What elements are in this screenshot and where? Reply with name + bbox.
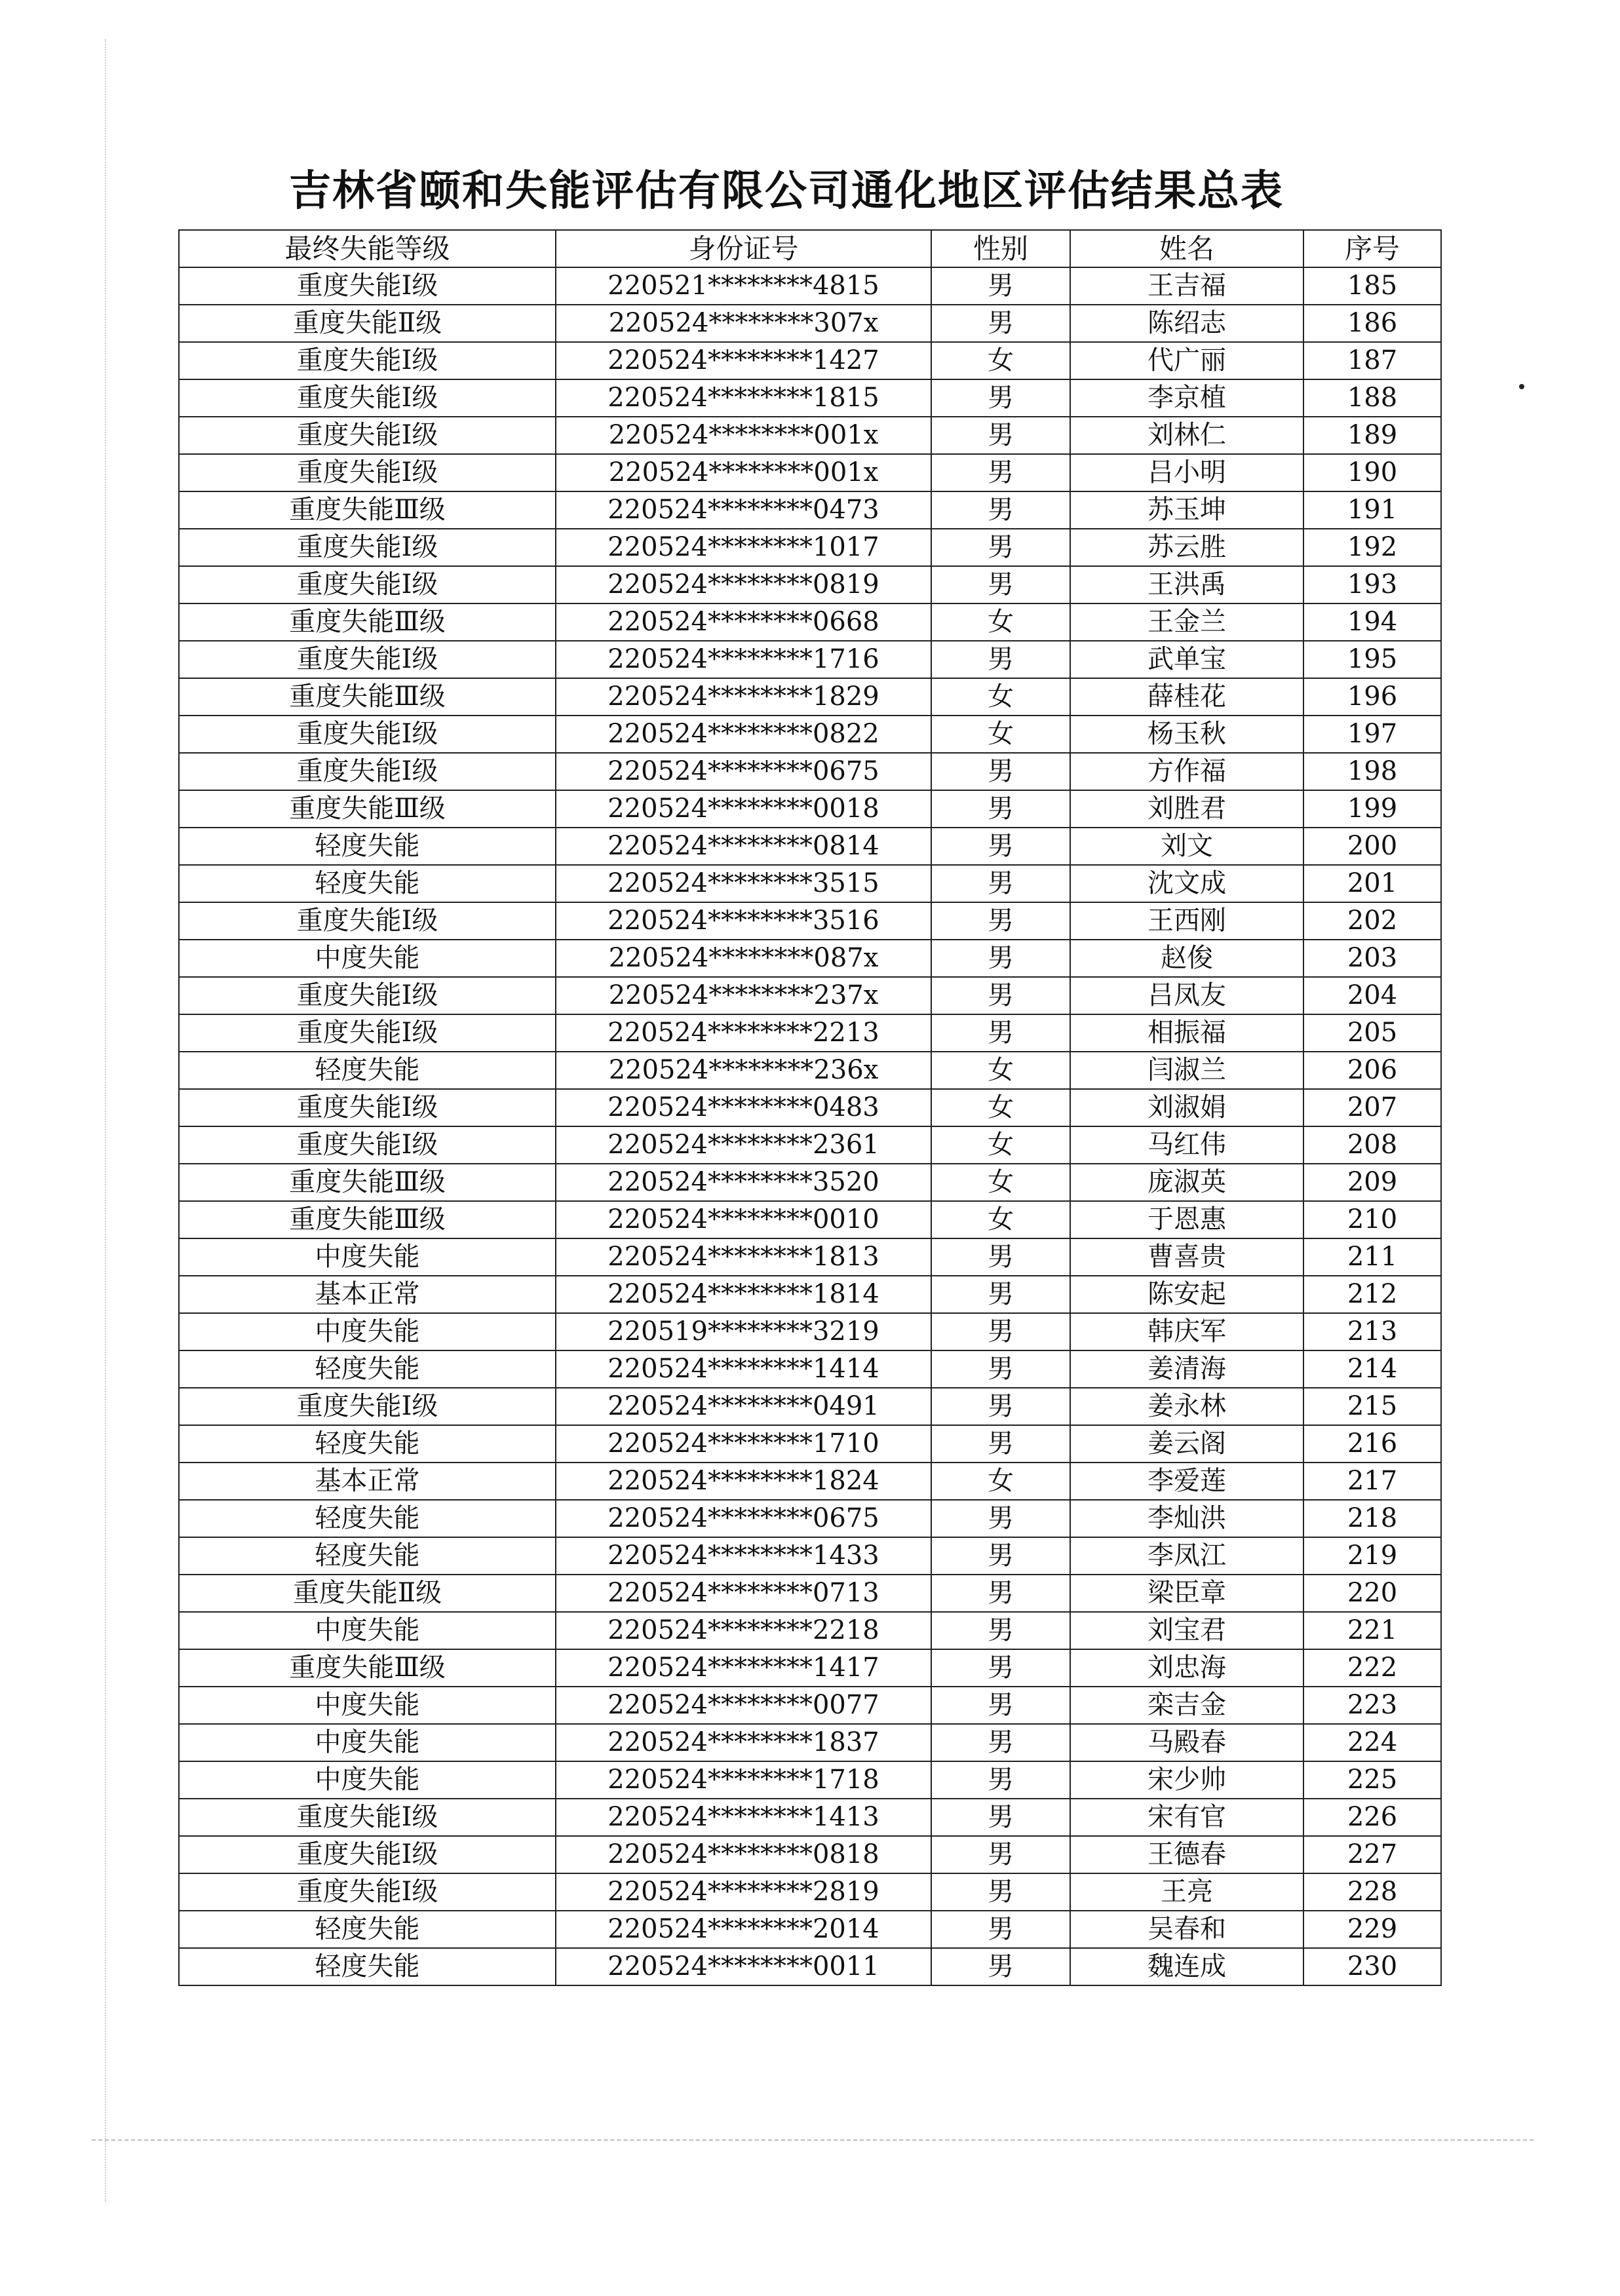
cell-name: 武单宝 — [1070, 641, 1303, 678]
cell-grade: 中度失能 — [179, 1687, 556, 1724]
cell-name: 李灿洪 — [1070, 1500, 1303, 1537]
cell-sex: 女 — [931, 1164, 1070, 1201]
cell-sex: 女 — [931, 1052, 1070, 1089]
cell-id: 220521********4815 — [556, 267, 931, 305]
cell-name: 吴春和 — [1070, 1911, 1303, 1948]
cell-grade: 重度失能Ⅲ级 — [179, 678, 556, 716]
cell-name: 吕小明 — [1070, 454, 1303, 491]
cell-name: 王德春 — [1070, 1836, 1303, 1873]
cell-grade: 轻度失能 — [179, 1500, 556, 1537]
cell-sex: 男 — [931, 1350, 1070, 1388]
cell-grade: 重度失能Ⅰ级 — [179, 902, 556, 940]
cell-seq: 216 — [1303, 1425, 1441, 1463]
cell-seq: 223 — [1303, 1687, 1441, 1724]
cell-name: 马殿春 — [1070, 1724, 1303, 1761]
table-row — [179, 1612, 1441, 1649]
cell-sex: 男 — [931, 1313, 1070, 1350]
cell-seq: 199 — [1303, 790, 1441, 828]
cell-sex: 男 — [931, 1612, 1070, 1649]
cell-name: 刘淑娟 — [1070, 1089, 1303, 1126]
cell-id: 220524********0675 — [556, 1500, 931, 1537]
cell-id: 220524********1718 — [556, 1761, 931, 1799]
cell-seq: 217 — [1303, 1463, 1441, 1500]
cell-name: 王金兰 — [1070, 603, 1303, 641]
cell-grade: 轻度失能 — [179, 1911, 556, 1948]
table-row — [179, 305, 1441, 342]
cell-id: 220524********1716 — [556, 641, 931, 678]
cell-seq: 185 — [1303, 267, 1441, 305]
cell-id: 220524********1414 — [556, 1350, 931, 1388]
cell-name: 吕凤友 — [1070, 977, 1303, 1014]
table-row — [179, 1687, 1441, 1724]
table-row — [179, 977, 1441, 1014]
cell-seq: 206 — [1303, 1052, 1441, 1089]
table-row — [179, 1463, 1441, 1500]
cell-id: 220524********0011 — [556, 1948, 931, 1985]
table-row — [179, 417, 1441, 454]
cell-grade: 重度失能Ⅰ级 — [179, 716, 556, 753]
cell-name: 梁臣章 — [1070, 1575, 1303, 1612]
cell-id: 220524********1837 — [556, 1724, 931, 1761]
table-row — [179, 828, 1441, 865]
cell-sex: 女 — [931, 1201, 1070, 1238]
header-seq: 序号 — [1303, 230, 1441, 267]
header-sex: 性别 — [931, 230, 1070, 267]
table-row — [179, 1014, 1441, 1052]
cell-grade: 重度失能Ⅰ级 — [179, 1014, 556, 1052]
cell-id: 220524********1815 — [556, 379, 931, 417]
cell-id: 220524********0483 — [556, 1089, 931, 1126]
cell-sex: 男 — [931, 1687, 1070, 1724]
table-row — [179, 1276, 1441, 1313]
cell-grade: 中度失能 — [179, 1612, 556, 1649]
header-id-number: 身份证号 — [556, 230, 931, 267]
cell-sex: 男 — [931, 566, 1070, 603]
cell-grade: 重度失能Ⅲ级 — [179, 603, 556, 641]
cell-sex: 男 — [931, 828, 1070, 865]
cell-grade: 轻度失能 — [179, 1537, 556, 1575]
cell-grade: 重度失能Ⅱ级 — [179, 305, 556, 342]
cell-grade: 中度失能 — [179, 1761, 556, 1799]
cell-seq: 205 — [1303, 1014, 1441, 1052]
cell-sex: 男 — [931, 454, 1070, 491]
cell-grade: 轻度失能 — [179, 1052, 556, 1089]
cell-seq: 222 — [1303, 1649, 1441, 1687]
cell-name: 曹喜贵 — [1070, 1238, 1303, 1276]
cell-grade: 重度失能Ⅲ级 — [179, 790, 556, 828]
cell-grade: 重度失能Ⅰ级 — [179, 1799, 556, 1836]
cell-seq: 203 — [1303, 940, 1441, 977]
cell-grade: 重度失能Ⅰ级 — [179, 1089, 556, 1126]
cell-seq: 188 — [1303, 379, 1441, 417]
cell-id: 220524********1710 — [556, 1425, 931, 1463]
cell-name: 陈安起 — [1070, 1276, 1303, 1313]
cell-sex: 男 — [931, 753, 1070, 790]
table-row — [179, 1799, 1441, 1836]
table-row — [179, 1388, 1441, 1425]
cell-seq: 229 — [1303, 1911, 1441, 1948]
cell-id: 220524********0473 — [556, 491, 931, 529]
cell-grade: 重度失能Ⅲ级 — [179, 1649, 556, 1687]
cell-name: 刘胜君 — [1070, 790, 1303, 828]
cell-grade: 轻度失能 — [179, 1425, 556, 1463]
cell-name: 姜云阁 — [1070, 1425, 1303, 1463]
cell-name: 马红伟 — [1070, 1126, 1303, 1164]
cell-id: 220519********3219 — [556, 1313, 931, 1350]
cell-name: 韩庆军 — [1070, 1313, 1303, 1350]
table-row — [179, 865, 1441, 902]
cell-id: 220524********0819 — [556, 566, 931, 603]
cell-id: 220524********3515 — [556, 865, 931, 902]
cell-seq: 189 — [1303, 417, 1441, 454]
cell-grade: 重度失能Ⅰ级 — [179, 529, 556, 566]
table-row — [179, 1761, 1441, 1799]
cell-id: 220524********001x — [556, 454, 931, 491]
cell-id: 220524********3520 — [556, 1164, 931, 1201]
cell-seq: 220 — [1303, 1575, 1441, 1612]
cell-sex: 女 — [931, 603, 1070, 641]
table-row — [179, 566, 1441, 603]
cell-name: 王西刚 — [1070, 902, 1303, 940]
cell-sex: 男 — [931, 1575, 1070, 1612]
cell-seq: 227 — [1303, 1836, 1441, 1873]
table-row — [179, 753, 1441, 790]
cell-id: 220524********0010 — [556, 1201, 931, 1238]
cell-sex: 男 — [931, 491, 1070, 529]
cell-name: 宋少帅 — [1070, 1761, 1303, 1799]
cell-id: 220524********087x — [556, 940, 931, 977]
cell-sex: 男 — [931, 1649, 1070, 1687]
table-row — [179, 1201, 1441, 1238]
cell-grade: 重度失能Ⅰ级 — [179, 379, 556, 417]
cell-id: 220524********2819 — [556, 1873, 931, 1911]
cell-id: 220524********0713 — [556, 1575, 931, 1612]
cell-seq: 228 — [1303, 1873, 1441, 1911]
cell-id: 220524********1813 — [556, 1238, 931, 1276]
cell-sex: 女 — [931, 716, 1070, 753]
cell-sex: 男 — [931, 267, 1070, 305]
cell-seq: 192 — [1303, 529, 1441, 566]
document-title: 吉林省颐和失能评估有限公司通化地区评估结果总表 — [289, 166, 1284, 216]
cell-sex: 男 — [931, 1238, 1070, 1276]
cell-name: 刘忠海 — [1070, 1649, 1303, 1687]
cell-seq: 186 — [1303, 305, 1441, 342]
cell-name: 沈文成 — [1070, 865, 1303, 902]
table-row — [179, 1126, 1441, 1164]
cell-seq: 212 — [1303, 1276, 1441, 1313]
cell-grade: 轻度失能 — [179, 828, 556, 865]
cell-sex: 男 — [931, 641, 1070, 678]
cell-name: 王洪禹 — [1070, 566, 1303, 603]
cell-name: 李京植 — [1070, 379, 1303, 417]
cell-name: 苏云胜 — [1070, 529, 1303, 566]
cell-id: 220524********0668 — [556, 603, 931, 641]
cell-seq: 211 — [1303, 1238, 1441, 1276]
cell-sex: 男 — [931, 1537, 1070, 1575]
cell-sex: 男 — [931, 379, 1070, 417]
cell-grade: 重度失能Ⅰ级 — [179, 1836, 556, 1873]
cell-name: 代广丽 — [1070, 342, 1303, 379]
cell-grade: 轻度失能 — [179, 1948, 556, 1985]
cell-id: 220524********0491 — [556, 1388, 931, 1425]
cell-sex: 男 — [931, 529, 1070, 566]
cell-name: 闫淑兰 — [1070, 1052, 1303, 1089]
table-row — [179, 1350, 1441, 1388]
table-row — [179, 529, 1441, 566]
cell-name: 刘宝君 — [1070, 1612, 1303, 1649]
cell-grade: 重度失能Ⅰ级 — [179, 267, 556, 305]
cell-name: 方作福 — [1070, 753, 1303, 790]
cell-name: 栾吉金 — [1070, 1687, 1303, 1724]
cell-id: 220524********1829 — [556, 678, 931, 716]
table-row — [179, 1724, 1441, 1761]
cell-id: 220524********2218 — [556, 1612, 931, 1649]
cell-name: 李凤江 — [1070, 1537, 1303, 1575]
cell-seq: 197 — [1303, 716, 1441, 753]
cell-name: 于恩惠 — [1070, 1201, 1303, 1238]
cell-id: 220524********1433 — [556, 1537, 931, 1575]
cell-grade: 中度失能 — [179, 1313, 556, 1350]
cell-grade: 重度失能Ⅰ级 — [179, 1873, 556, 1911]
cell-seq: 208 — [1303, 1126, 1441, 1164]
cell-sex: 女 — [931, 342, 1070, 379]
cell-id: 220524********2361 — [556, 1126, 931, 1164]
table-header-row — [179, 230, 1441, 267]
table-row — [179, 1836, 1441, 1873]
cell-grade: 重度失能Ⅰ级 — [179, 417, 556, 454]
cell-grade: 重度失能Ⅰ级 — [179, 1388, 556, 1425]
cell-seq: 224 — [1303, 1724, 1441, 1761]
table-row — [179, 1500, 1441, 1537]
cell-seq: 196 — [1303, 678, 1441, 716]
cell-grade: 重度失能Ⅰ级 — [179, 641, 556, 678]
cell-sex: 女 — [931, 678, 1070, 716]
cell-sex: 男 — [931, 940, 1070, 977]
cell-seq: 187 — [1303, 342, 1441, 379]
table-row — [179, 379, 1441, 417]
cell-id: 220524********0018 — [556, 790, 931, 828]
cell-sex: 男 — [931, 417, 1070, 454]
cell-grade: 基本正常 — [179, 1276, 556, 1313]
cell-sex: 女 — [931, 1463, 1070, 1500]
cell-sex: 男 — [931, 1014, 1070, 1052]
cell-grade: 重度失能Ⅲ级 — [179, 1201, 556, 1238]
cell-name: 刘林仁 — [1070, 417, 1303, 454]
cell-id: 220524********1824 — [556, 1463, 931, 1500]
cell-grade: 重度失能Ⅰ级 — [179, 753, 556, 790]
cell-id: 220524********1017 — [556, 529, 931, 566]
cell-name: 薛桂花 — [1070, 678, 1303, 716]
cell-id: 220524********1427 — [556, 342, 931, 379]
cell-grade: 中度失能 — [179, 1724, 556, 1761]
cell-id: 220524********237x — [556, 977, 931, 1014]
cell-seq: 191 — [1303, 491, 1441, 529]
cell-seq: 214 — [1303, 1350, 1441, 1388]
table-row — [179, 1164, 1441, 1201]
cell-name: 宋有官 — [1070, 1799, 1303, 1836]
cell-sex: 男 — [931, 865, 1070, 902]
table-row — [179, 1537, 1441, 1575]
cell-sex: 女 — [931, 1089, 1070, 1126]
cell-grade: 重度失能Ⅰ级 — [179, 1126, 556, 1164]
cell-id: 220524********0814 — [556, 828, 931, 865]
cell-name: 姜清海 — [1070, 1350, 1303, 1388]
table-row — [179, 678, 1441, 716]
cell-name: 姜永林 — [1070, 1388, 1303, 1425]
scan-speck — [1519, 384, 1524, 389]
cell-id: 220524********1417 — [556, 1649, 931, 1687]
table-row — [179, 716, 1441, 753]
cell-grade: 重度失能Ⅰ级 — [179, 566, 556, 603]
cell-sex: 男 — [931, 1836, 1070, 1873]
cell-seq: 221 — [1303, 1612, 1441, 1649]
cell-id: 220524********0675 — [556, 753, 931, 790]
cell-name: 李爱莲 — [1070, 1463, 1303, 1500]
cell-sex: 男 — [931, 902, 1070, 940]
cell-seq: 195 — [1303, 641, 1441, 678]
table-row — [179, 1873, 1441, 1911]
cell-grade: 中度失能 — [179, 940, 556, 977]
cell-name: 杨玉秋 — [1070, 716, 1303, 753]
table-row — [179, 1052, 1441, 1089]
cell-sex: 男 — [931, 1276, 1070, 1313]
header-grade: 最终失能等级 — [179, 230, 556, 267]
cell-seq: 200 — [1303, 828, 1441, 865]
cell-id: 220524********1814 — [556, 1276, 931, 1313]
cell-name: 刘文 — [1070, 828, 1303, 865]
cell-name: 赵俊 — [1070, 940, 1303, 977]
cell-id: 220524********0822 — [556, 716, 931, 753]
cell-id: 220524********1413 — [556, 1799, 931, 1836]
cell-seq: 213 — [1303, 1313, 1441, 1350]
cell-seq: 202 — [1303, 902, 1441, 940]
table-row — [179, 940, 1441, 977]
cell-grade: 基本正常 — [179, 1463, 556, 1500]
cell-grade: 轻度失能 — [179, 1350, 556, 1388]
cell-seq: 226 — [1303, 1799, 1441, 1836]
cell-seq: 219 — [1303, 1537, 1441, 1575]
cell-grade: 重度失能Ⅰ级 — [179, 342, 556, 379]
cell-grade: 中度失能 — [179, 1238, 556, 1276]
header-name: 姓名 — [1070, 230, 1303, 267]
cell-sex: 男 — [931, 1761, 1070, 1799]
table-row — [179, 1649, 1441, 1687]
cell-sex: 男 — [931, 1500, 1070, 1537]
table-row — [179, 603, 1441, 641]
table-row — [179, 1911, 1441, 1948]
cell-name: 相振福 — [1070, 1014, 1303, 1052]
cell-seq: 204 — [1303, 977, 1441, 1014]
cell-sex: 男 — [931, 790, 1070, 828]
cell-sex: 男 — [931, 1388, 1070, 1425]
scan-dotted-edge — [105, 39, 106, 2202]
cell-seq: 194 — [1303, 603, 1441, 641]
cell-sex: 男 — [931, 1425, 1070, 1463]
cell-seq: 225 — [1303, 1761, 1441, 1799]
cell-sex: 男 — [931, 1873, 1070, 1911]
cell-sex: 男 — [931, 1948, 1070, 1985]
table-row — [179, 1238, 1441, 1276]
cell-seq: 198 — [1303, 753, 1441, 790]
table-row — [179, 1425, 1441, 1463]
table-row — [179, 267, 1441, 305]
table-row — [179, 491, 1441, 529]
table-row — [179, 342, 1441, 379]
scan-dashed-line — [92, 2139, 1533, 2141]
cell-name: 魏连成 — [1070, 1948, 1303, 1985]
cell-grade: 轻度失能 — [179, 865, 556, 902]
cell-grade: 重度失能Ⅰ级 — [179, 977, 556, 1014]
cell-id: 220524********001x — [556, 417, 931, 454]
table-row — [179, 1575, 1441, 1612]
assessment-results-table — [178, 229, 1442, 1986]
cell-grade: 重度失能Ⅰ级 — [179, 454, 556, 491]
cell-seq: 190 — [1303, 454, 1441, 491]
cell-id: 220524********0077 — [556, 1687, 931, 1724]
cell-seq: 210 — [1303, 1201, 1441, 1238]
cell-name: 王吉福 — [1070, 267, 1303, 305]
table-row — [179, 454, 1441, 491]
cell-grade: 重度失能Ⅲ级 — [179, 491, 556, 529]
cell-seq: 215 — [1303, 1388, 1441, 1425]
cell-seq: 201 — [1303, 865, 1441, 902]
cell-id: 220524********2213 — [556, 1014, 931, 1052]
cell-id: 220524********2014 — [556, 1911, 931, 1948]
cell-sex: 男 — [931, 1911, 1070, 1948]
table-row — [179, 1313, 1441, 1350]
cell-grade: 重度失能Ⅲ级 — [179, 1164, 556, 1201]
table-row — [179, 1089, 1441, 1126]
cell-seq: 209 — [1303, 1164, 1441, 1201]
cell-id: 220524********307x — [556, 305, 931, 342]
cell-sex: 男 — [931, 1724, 1070, 1761]
cell-name: 庞淑英 — [1070, 1164, 1303, 1201]
cell-name: 苏玉坤 — [1070, 491, 1303, 529]
cell-sex: 男 — [931, 1799, 1070, 1836]
cell-name: 陈绍志 — [1070, 305, 1303, 342]
table-row — [179, 902, 1441, 940]
cell-seq: 230 — [1303, 1948, 1441, 1985]
cell-seq: 218 — [1303, 1500, 1441, 1537]
table-row — [179, 1948, 1441, 1985]
cell-id: 220524********236x — [556, 1052, 931, 1089]
cell-id: 220524********0818 — [556, 1836, 931, 1873]
cell-sex: 男 — [931, 305, 1070, 342]
cell-sex: 男 — [931, 977, 1070, 1014]
cell-seq: 207 — [1303, 1089, 1441, 1126]
table-row — [179, 641, 1441, 678]
cell-grade: 重度失能Ⅱ级 — [179, 1575, 556, 1612]
cell-sex: 女 — [931, 1126, 1070, 1164]
cell-seq: 193 — [1303, 566, 1441, 603]
cell-id: 220524********3516 — [556, 902, 931, 940]
table-row — [179, 790, 1441, 828]
cell-name: 王亮 — [1070, 1873, 1303, 1911]
